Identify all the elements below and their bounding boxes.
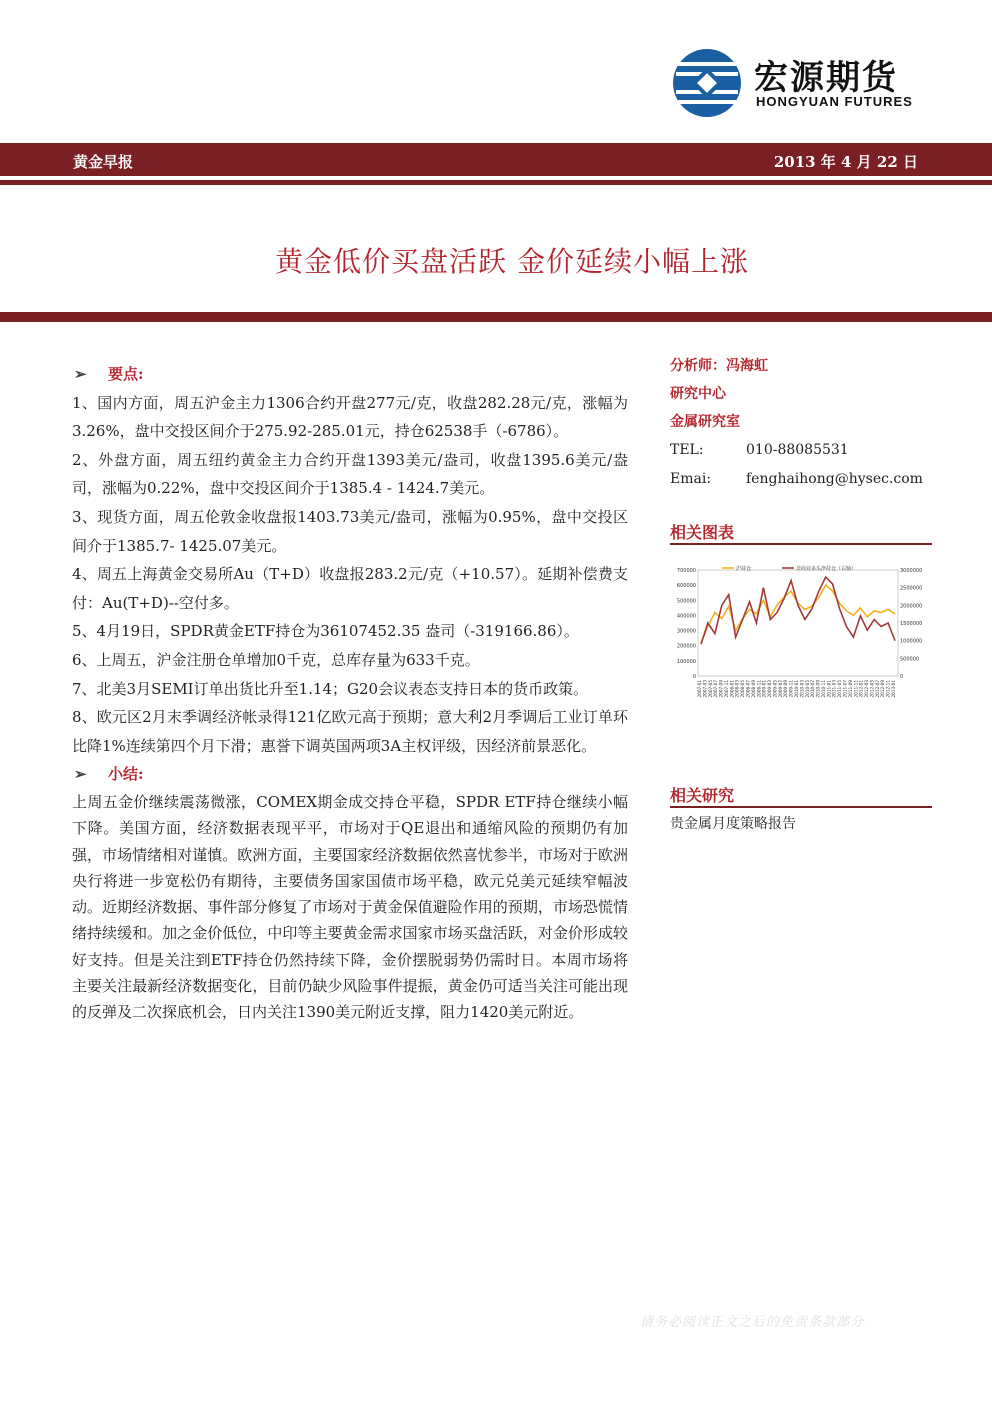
tel-value: 010-88085531	[746, 442, 849, 458]
x-tick-label: 2007-03	[702, 680, 708, 698]
y-left-tick-label: 600000	[676, 583, 696, 590]
summary-heading-label: 小结:	[108, 765, 144, 784]
x-tick-label: 2013-01	[891, 680, 896, 698]
brand-logo	[672, 46, 922, 118]
disclaimer-note: 请务必阅读正文之后的免责条款部分	[640, 1315, 865, 1330]
x-tick-label: 2009-03	[767, 680, 773, 698]
y-right-tick-label: 1000000	[900, 638, 923, 645]
y-left-tick-label: 200000	[676, 643, 696, 650]
x-tick-label: 2012-05	[869, 680, 875, 698]
tel-row	[670, 436, 932, 465]
x-tick-label: 2009-07	[777, 680, 783, 698]
key-point-item: 7、北美3月SEMI订单出货比升至1.14；G20会议表态支持日本的货币政策。	[72, 679, 589, 698]
key-point-item: 2、外盘方面，周五纽约黄金主力合约开盘1393美元/盎司，收盘1395.6美元/盎司，涨幅为0.22%，盘中交投区间介于1385.4 - 1424.7美元。	[72, 450, 628, 498]
x-tick-label: 2009-09	[783, 680, 789, 698]
y-left-tick-label: 0	[692, 674, 696, 680]
x-tick-label: 2012-09	[880, 680, 886, 698]
plot-frame	[698, 570, 898, 676]
brand-name-en: HONGYUAN FUTURES	[756, 94, 913, 109]
key-point-item: 1、国内方面，周五沪金主力1306合约开盘277元/克，收盘282.28元/克，涨幅为3.26%，盘中交投区间介于275.92-285.01元，持仓62538手（-6786）。	[72, 393, 628, 441]
x-tick-label: 2008-11	[756, 680, 762, 698]
x-tick-label: 2011-11	[853, 680, 859, 698]
x-tick-label: 2010-11	[820, 680, 826, 698]
email-row	[670, 465, 932, 494]
y-left-tick-label: 400000	[676, 613, 696, 620]
x-tick-label: 2012-07	[874, 680, 880, 698]
x-tick-label: 2012-03	[864, 680, 870, 698]
x-tick-label: 2012-11	[885, 680, 891, 698]
related-research-heading	[670, 783, 932, 808]
related-research-label: 相关研究	[670, 786, 735, 805]
x-tick-label: 2008-07	[745, 680, 751, 698]
metals-office: 金属研究室	[670, 414, 740, 430]
key-point-item: 3、现货方面，周五伦敦金收盘报1403.73美元/盎司，涨幅为0.95%，盘中交投区间介于1385.7- 1425.07美元。	[72, 507, 628, 555]
related-charts-heading	[670, 520, 932, 545]
related-charts-label: 相关图表	[670, 523, 735, 542]
x-tick-label: 2009-05	[772, 680, 778, 698]
summary-text: 上周五金价继续震荡微涨，COMEX期金成交持仓平稳，SPDR ETF持仓继续小幅下降。美国方面，经济数据表现平平，市场对于QE退出和通缩风险的预期仍有加强，市场情绪相对谨慎。欧洲方面，主要国家经济数据依然喜忧参半，市场对于欧洲央行将进一步宽松仍有期待，主要债务国家国债市场平稳，欧元兑美元延续窄幅波动。近期经济数据、事件部分修复了市场对于黄金保值避险作用的预期，市场恐慌情绪持续缓和。加之金价低位，中印等主要黄金需求国家市场买盘活跃，对金价形成较好支持。但是关注到ETF持仓仍然持续下降，金价摆脱弱势仍需时日。本周市场将主要关注最新经济数据变化，目前仍缺少风险事件提振，黄金仍可适当关注可能出现的反弹及二次探底机会，日内关注1390美元附近支撑，阻力1420美元附近。	[72, 792, 628, 1022]
series-line	[701, 585, 895, 643]
y-right-tick-label: 3000000	[900, 568, 923, 574]
x-tick-label: 2010-09	[815, 680, 821, 698]
key-point-item: 6、上周五，沪金注册仓单增加0千克，总库存量为633千克。	[72, 650, 480, 669]
x-tick-label: 2011-05	[837, 680, 843, 698]
x-tick-label: 2010-03	[799, 680, 805, 698]
key-point-item: 5、4月19日，SPDR黄金ETF持仓为36107452.35 盎司（-319166.86）。	[72, 622, 579, 641]
related-research-item[interactable]: 贵金属月度策略报告	[670, 816, 796, 832]
x-tick-label: 2011-09	[847, 680, 853, 698]
x-tick-label: 2007-05	[707, 680, 713, 698]
key-point-item: 8、欧元区2月末季调经济帐录得121亿欧元高于预期；意大利2月季调后工业订单环比降1%连续第四个月下滑；惠誉下调英国两项3A主权评级，因经济前景恶化。	[72, 708, 628, 755]
y-right-tick-label: 500000	[900, 656, 920, 663]
arrow-bullet-icon: ➢	[74, 365, 87, 383]
y-left-tick-label: 300000	[676, 628, 696, 635]
legend-label: 非商业多头净持仓（右轴）	[796, 566, 857, 572]
header-band	[0, 143, 992, 176]
y-right-tick-label: 0	[900, 674, 904, 680]
x-tick-label: 2007-11	[723, 680, 729, 698]
y-left-tick-label: 500000	[676, 598, 696, 605]
y-right-tick-label: 1500000	[900, 621, 923, 627]
key-points-heading-label: 要点:	[108, 365, 144, 383]
tel-label: TEL:	[670, 442, 704, 458]
report-date: 2013 年 4 月 22 日	[773, 153, 918, 171]
x-tick-label: 2011-07	[842, 680, 848, 698]
hongyuan-logo-icon	[672, 48, 742, 118]
report-title: 黄金低价买盘活跃 金价延续小幅上涨	[275, 245, 749, 278]
x-tick-label: 2008-09	[750, 680, 756, 698]
research-center: 研究中心	[670, 386, 726, 402]
legend-label: 沪持仓	[736, 566, 752, 572]
x-tick-label: 2011-03	[831, 680, 837, 698]
x-tick-label: 2009-11	[788, 680, 794, 698]
brand-name-cn: 宏源期货	[754, 58, 898, 98]
header-divider	[0, 180, 992, 185]
report-type: 黄金早报	[73, 153, 134, 171]
x-tick-label: 2007-09	[718, 680, 724, 698]
key-point-item: 4、周五上海黄金交易所Au（T+D）收盘报283.2元/克（+10.57）。延期补偿费支付：Au(T+D)--空付多。	[72, 565, 628, 612]
y-right-tick-label: 2000000	[900, 603, 923, 610]
analyst-name: 分析师：冯海虹	[670, 358, 768, 374]
holdings-chart-svg	[670, 558, 932, 718]
main-column	[72, 360, 628, 1026]
email-value[interactable]: fenghaihong@hysec.com	[746, 471, 923, 487]
x-tick-label: 2007-07	[713, 680, 719, 698]
x-tick-label: 2010-05	[804, 680, 810, 698]
x-tick-label: 2010-01	[794, 680, 799, 698]
email-label: Emai:	[670, 471, 712, 487]
y-left-tick-label: 100000	[676, 658, 696, 665]
x-tick-label: 2010-07	[810, 680, 816, 698]
holdings-chart	[670, 558, 932, 718]
x-tick-label: 2008-05	[740, 680, 746, 698]
key-points-heading	[72, 360, 628, 389]
x-tick-label: 2008-01	[729, 680, 735, 698]
x-tick-label: 2011-01	[826, 680, 832, 698]
arrow-bullet-icon: ➢	[74, 765, 87, 784]
title-divider	[0, 312, 992, 322]
x-tick-label: 2007-01	[697, 680, 702, 698]
summary-heading	[72, 760, 628, 789]
x-tick-label: 2008-03	[734, 680, 740, 698]
x-tick-label: 2009-01	[761, 680, 767, 698]
x-tick-label: 2012-01	[858, 680, 864, 698]
y-left-tick-label: 700000	[676, 568, 696, 574]
y-right-tick-label: 2500000	[900, 585, 923, 592]
sidebar	[670, 352, 932, 494]
